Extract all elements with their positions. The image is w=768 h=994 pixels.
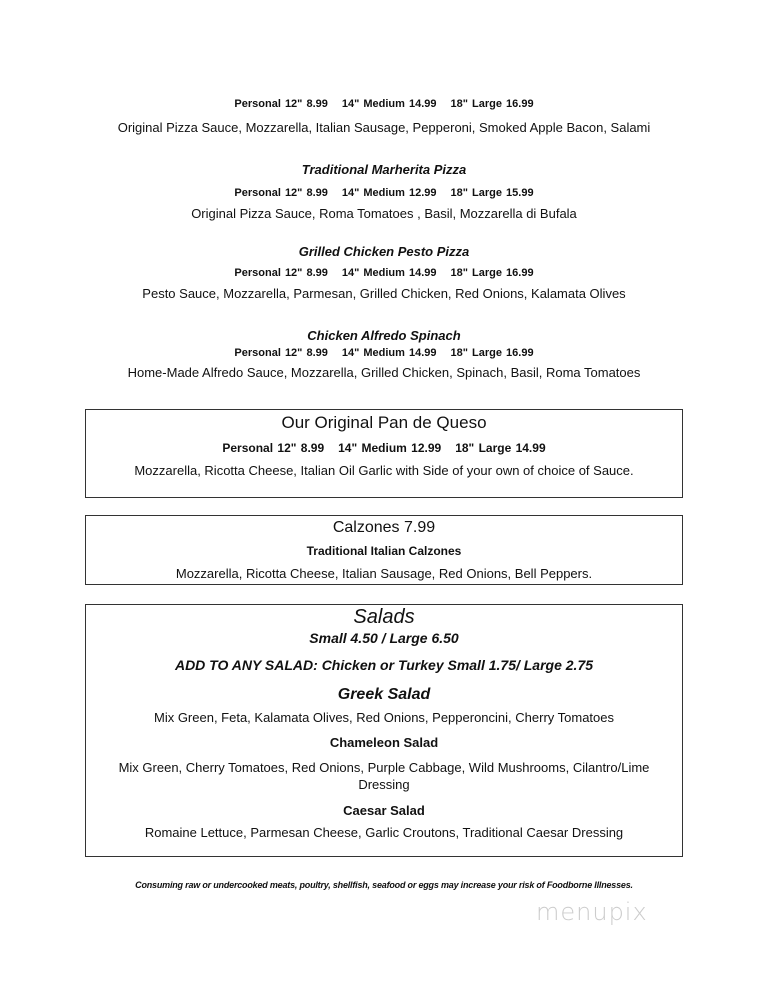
- chameleon-salad-desc-cont: Dressing: [358, 777, 410, 792]
- calzones-title: Calzones 7.99: [332, 519, 436, 536]
- pizza-4-title: Chicken Alfredo Spinach: [307, 328, 461, 343]
- pizza-3-desc: Pesto Sauce, Mozzarella, Parmesan, Grilled Chicken, Red Onions, Kalamata Olives: [142, 286, 626, 301]
- chameleon-salad-desc: Mix Green, Cherry Tomatoes, Red Onions, Purple Cabbage, Wild Mushrooms, Cilantro/Lime: [118, 760, 650, 775]
- price-large: 18" Large 15.99: [450, 187, 534, 199]
- price-medium: 14" Medium 12.99: [338, 441, 442, 455]
- price-personal: Personal 12" 8.99: [234, 187, 328, 199]
- chameleon-salad-title: Chameleon Salad: [329, 735, 439, 750]
- pizza-4-prices: [0, 344, 768, 362]
- pan-de-queso-prices: [0, 439, 768, 457]
- pizza-1-desc: Original Pizza Sauce, Mozzarella, Italian Sausage, Pepperoni, Smoked Apple Bacon, Salami: [117, 120, 651, 135]
- watermark-logo: menupix: [536, 898, 648, 926]
- price-large: 18" Large 16.99: [450, 347, 534, 359]
- pizza-3-title: Grilled Chicken Pesto Pizza: [298, 244, 470, 259]
- price-large: 18" Large 16.99: [450, 267, 534, 279]
- caesar-salad-title: Caesar Salad: [343, 803, 425, 818]
- salads-sizes: Small 4.50 / Large 6.50: [309, 630, 459, 646]
- food-safety-disclaimer: Consuming raw or undercooked meats, poultry, shellfish, seafood or eggs may increase your risk of Foodborne Illnesses.: [135, 880, 633, 890]
- price-personal: Personal 12" 8.99: [234, 347, 328, 359]
- price-medium: 14" Medium 14.99: [341, 267, 437, 279]
- price-medium: 14" Medium 14.99: [341, 347, 437, 359]
- pizza-2-desc: Original Pizza Sauce, Roma Tomatoes , Basil, Mozzarella di Bufala: [191, 206, 577, 221]
- price-personal: Personal 12" 8.99: [234, 267, 328, 279]
- pizza-3-prices: [0, 264, 768, 282]
- price-medium: 14" Medium 14.99: [341, 98, 437, 110]
- pizza-1-prices: [0, 95, 768, 113]
- salads-title: Salads: [353, 606, 415, 628]
- greek-salad-desc: Mix Green, Feta, Kalamata Olives, Red Onions, Pepperoncini, Cherry Tomatoes: [153, 710, 615, 725]
- pan-de-queso-desc: Mozzarella, Ricotta Cheese, Italian Oil Garlic with Side of your own of choice of Sauce.: [134, 463, 634, 478]
- pizza-2-title: Traditional Marherita Pizza: [301, 162, 467, 177]
- calzones-desc: Mozzarella, Ricotta Cheese, Italian Sausage, Red Onions, Bell Peppers.: [175, 566, 593, 581]
- price-personal: Personal 12" 8.99: [222, 441, 325, 455]
- price-large: 18" Large 16.99: [450, 98, 534, 110]
- caesar-salad-desc: Romaine Lettuce, Parmesan Cheese, Garlic Croutons, Traditional Caesar Dressing: [144, 825, 624, 840]
- pan-de-queso-title: Our Original Pan de Queso: [281, 413, 487, 432]
- salads-addon: ADD TO ANY SALAD: Chicken or Turkey Small 1.75/ Large 2.75: [174, 657, 594, 673]
- pizza-4-desc: Home-Made Alfredo Sauce, Mozzarella, Grilled Chicken, Spinach, Basil, Roma Tomatoes: [127, 365, 641, 380]
- price-personal: Personal 12" 8.99: [234, 98, 328, 110]
- price-medium: 14" Medium 12.99: [341, 187, 437, 199]
- greek-salad-title: Greek Salad: [337, 686, 431, 703]
- pizza-2-prices: [0, 184, 768, 202]
- price-large: 18" Large 14.99: [455, 441, 546, 455]
- calzones-subtitle: Traditional Italian Calzones: [306, 544, 462, 558]
